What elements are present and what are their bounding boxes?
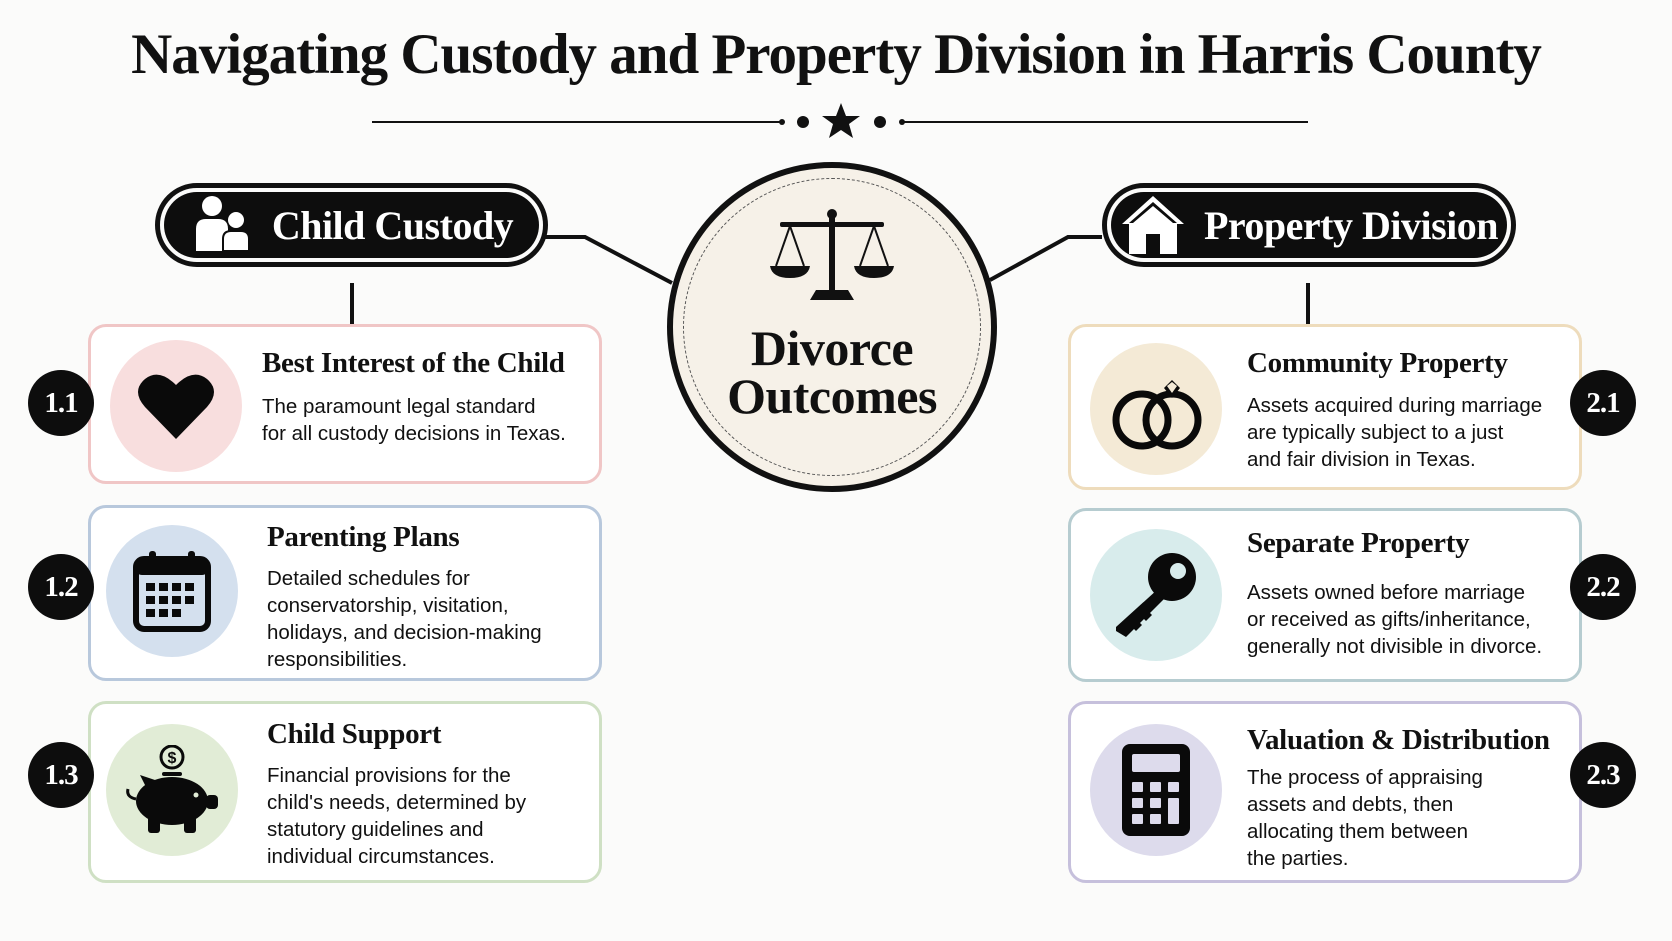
step-badge-2-2: 2.2 bbox=[1570, 554, 1636, 620]
step-badge-1-1: 1.1 bbox=[28, 370, 94, 436]
separate-property-card bbox=[1068, 508, 1582, 682]
valuation-distribution-card bbox=[1068, 701, 1582, 883]
icon-circle bbox=[106, 724, 238, 856]
scales-of-justice-icon bbox=[768, 206, 896, 306]
hub-label-line1: Divorce bbox=[750, 320, 914, 376]
child-custody-header bbox=[155, 183, 548, 267]
best-interest-card bbox=[88, 324, 602, 484]
child-support-card bbox=[88, 701, 602, 883]
divorce-outcomes-hub bbox=[667, 162, 997, 492]
star-ornament bbox=[822, 103, 860, 138]
hub-label-line2: Outcomes bbox=[727, 368, 937, 424]
card-description: Assets acquired during marriage are typically subject to a just and fair division in Texas. bbox=[1247, 394, 1543, 471]
step-badge-2-1: 2.1 bbox=[1570, 370, 1636, 436]
card-description: Financial provisions for the child's needs, determined by statutory guidelines and individual circumstances. bbox=[267, 764, 527, 868]
step-badge-1-2: 1.2 bbox=[28, 554, 94, 620]
card-title: Child Support bbox=[267, 718, 442, 750]
card-description: The process of appraising assets and debts, then allocating them between the parties. bbox=[1247, 766, 1483, 870]
rings-icon bbox=[1106, 364, 1206, 454]
card-title: Parenting Plans bbox=[267, 521, 460, 553]
card-title: Community Property bbox=[1247, 347, 1508, 379]
icon-circle bbox=[106, 525, 238, 657]
piggy-bank-icon bbox=[124, 745, 220, 835]
icon-circle bbox=[1090, 529, 1222, 661]
calendar-icon bbox=[132, 549, 212, 633]
child-custody-label: Child Custody bbox=[271, 202, 514, 248]
heart-icon bbox=[137, 371, 215, 441]
step-badge-1-3: 1.3 bbox=[28, 742, 94, 808]
icon-circle bbox=[1090, 343, 1222, 475]
card-description: Assets owned before marriage or received as gifts/inheritance, generally not divisible in divorce. bbox=[1247, 581, 1543, 658]
calculator-icon bbox=[1120, 742, 1192, 838]
icon-circle bbox=[110, 340, 242, 472]
card-title: Separate Property bbox=[1247, 527, 1470, 559]
parenting-plans-card bbox=[88, 505, 602, 681]
svg-text:$: $ bbox=[167, 750, 177, 767]
community-property-card bbox=[1068, 324, 1582, 490]
house-icon bbox=[1120, 194, 1186, 256]
card-title: Valuation & Distribution bbox=[1247, 724, 1550, 756]
icon-circle bbox=[1090, 724, 1222, 856]
page-title: Navigating Custody and Property Division in Harris County bbox=[131, 23, 1541, 86]
property-division-header bbox=[1102, 183, 1516, 267]
card-description: The paramount legal standard for all custody decisions in Texas. bbox=[262, 395, 566, 445]
property-division-label: Property Division bbox=[1203, 202, 1499, 248]
key-icon bbox=[1108, 547, 1204, 643]
step-badge-2-3: 2.3 bbox=[1570, 742, 1636, 808]
card-description: Detailed schedules for conservatorship, visitation, holidays, and decision-making responsibilities. bbox=[267, 567, 542, 671]
parent-child-icon bbox=[190, 193, 254, 257]
card-title: Best Interest of the Child bbox=[262, 347, 565, 379]
